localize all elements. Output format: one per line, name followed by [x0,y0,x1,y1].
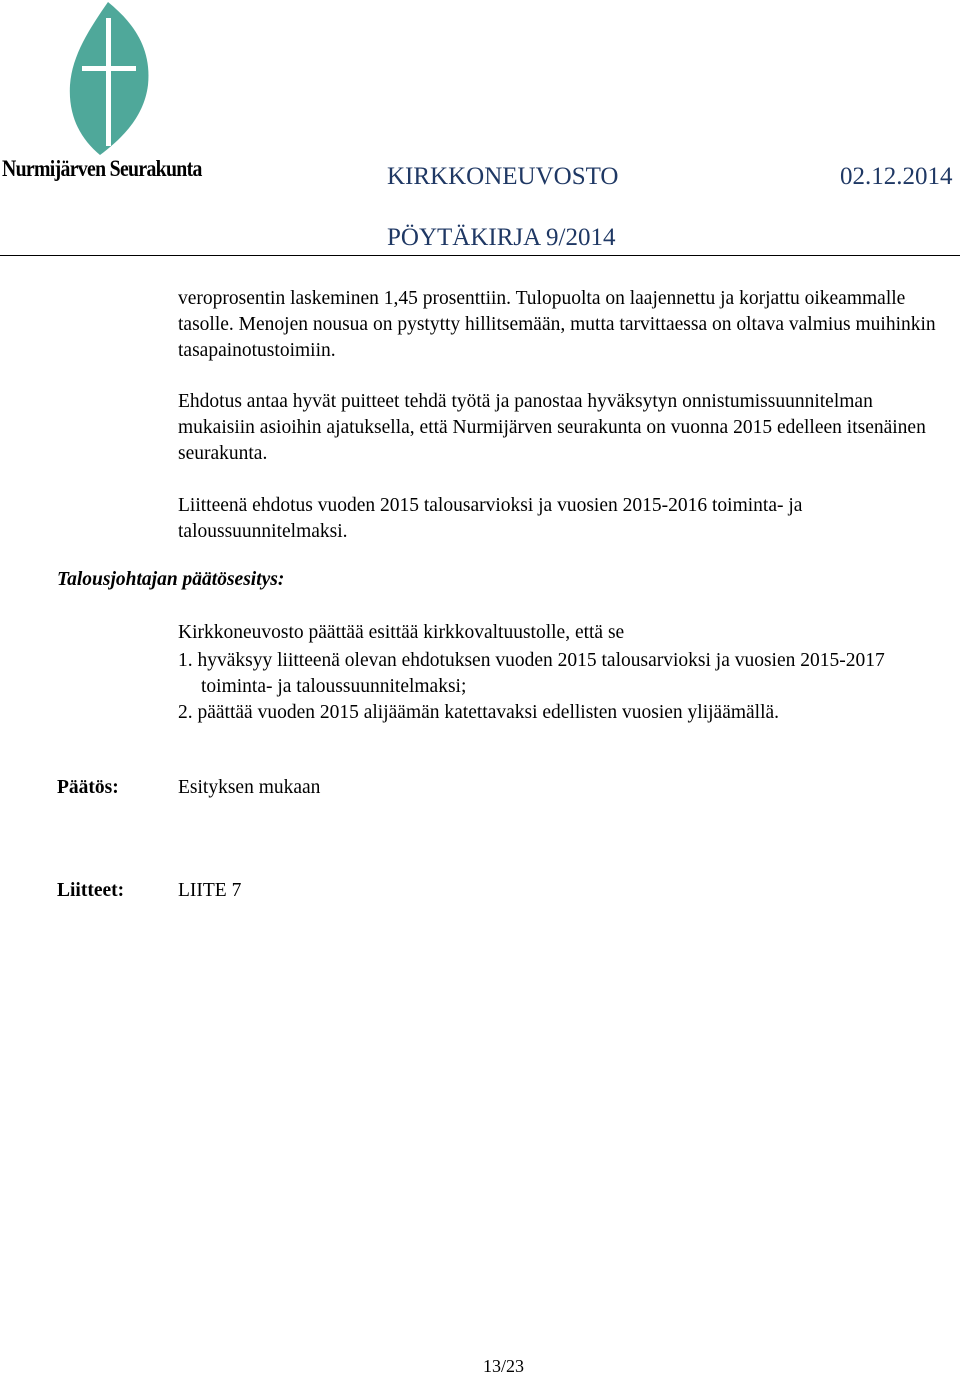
document-date: 02.12.2014 [840,163,953,190]
proposal-item: 1. hyväksyy liitteenä olevan ehdotuksen vuoden 2015 talousarvioksi ja vuosien 2015-2017 toiminta- ja taloussuunnitelmaksi; [178,650,885,697]
proposal-item: 2. päättää vuoden 2015 alijäämän katettavaksi edellisten vuosien ylijäämällä. [178,702,780,723]
decision-label: Päätös: [57,777,119,798]
logo-wordmark: Nurmijärven Seurakunta [2,156,202,181]
leaf-cross-icon [60,0,160,160]
body-paragraph-1: veroprosentin laskeminen 1,45 prosenttiin. Tulopuolta on laajennettu ja korjattu oikeammalle tasolle. Menojen nousua on pystytty hillitsemään, mutta tarvittaessa on oltava valmius muihinkin tasapainotustoimiin. [178,288,936,361]
page-number: 13/23 [483,1356,525,1376]
attachments-value: LIITE 7 [178,880,242,901]
parish-logo [0,0,215,190]
proposal-list [178,648,948,726]
document-subtitle: PÖYTÄKIRJA 9/2014 [387,224,616,251]
body-paragraph-3: Liitteenä ehdotus vuoden 2015 talousarvioksi ja vuosien 2015-2016 toiminta- ja taloussuunnitelmaksi. [178,495,803,542]
attachments-label: Liitteet: [57,880,125,901]
document-title: KIRKKONEUVOSTO [387,163,619,190]
header-divider [0,255,960,256]
proposal-label: Talousjohtajan päätösesitys: [57,569,285,590]
body-paragraph-2: Ehdotus antaa hyvät puitteet tehdä työtä ja panostaa hyväksytyn onnistumissuunnitelman mukaisiin asioihin ajatuksella, että Nurmijärven seurakunta on vuonna 2015 edelleen itsenäinen seurakunta. [178,391,926,464]
proposal-intro: Kirkkoneuvosto päättää esittää kirkkovaltuustolle, että se [178,622,625,643]
decision-value: Esityksen mukaan [178,777,321,798]
